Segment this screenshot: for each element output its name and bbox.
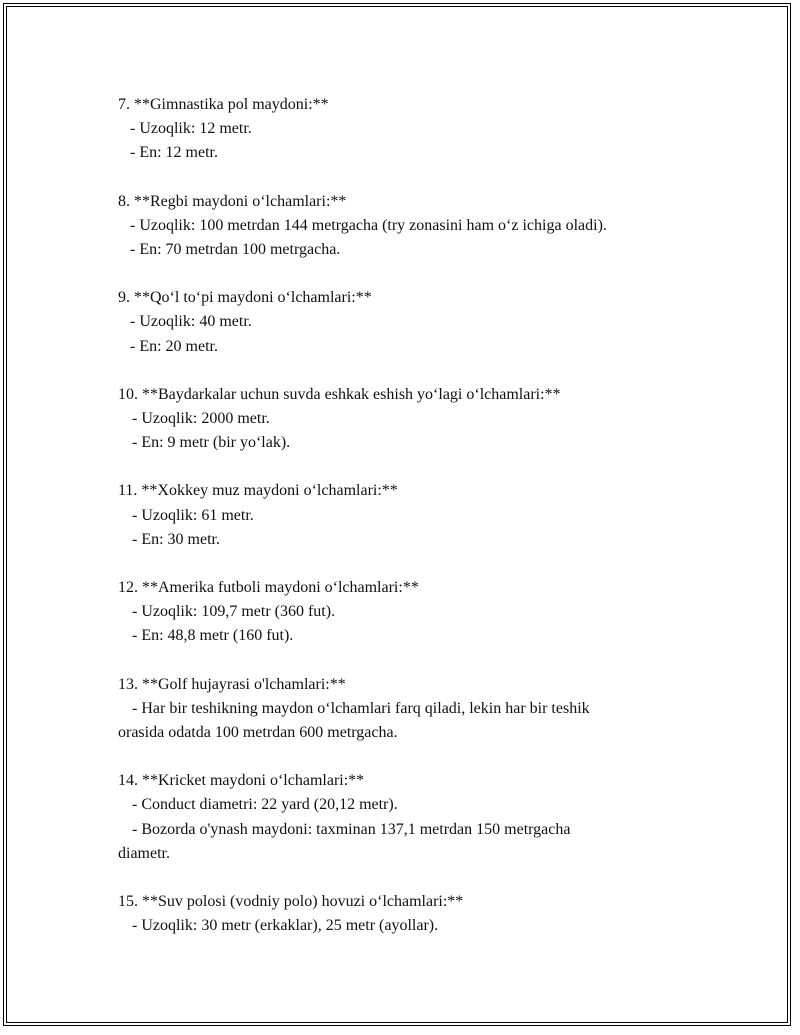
section-heading: 12. **Amerika futboli maydoni o‘lchamlari:** (118, 579, 419, 597)
list-item: - En: 12 metr. (130, 144, 218, 162)
list-item: - En: 30 metr. (132, 530, 220, 548)
list-item: - Bozorda o'ynash maydoni: taxminan 137,1 metrdan 150 metrgacha (132, 820, 571, 838)
list-item: - Har bir teshikning maydon o‘lchamlari farq qiladi, lekin har bir teshik (132, 699, 590, 717)
list-item: - Uzoqlik: 61 metr. (132, 506, 254, 524)
section-heading: 8. **Regbi maydoni o‘lchamlari:** (118, 192, 347, 210)
section-heading: 13. **Golf hujayrasi o'lchamlari:** (118, 675, 346, 693)
list-item: - Uzoqlik: 12 metr. (130, 120, 252, 138)
section-12 (118, 576, 718, 649)
list-item: - Conduct diametri: 22 yard (20,12 metr). (132, 796, 398, 814)
list-item: - En: 20 metr. (130, 337, 218, 355)
section-heading: 10. **Baydarkalar uchun suvda eshkak eshish yo‘lagi o‘lchamlari:** (118, 385, 561, 403)
section-11 (118, 479, 718, 552)
document-body (118, 93, 718, 962)
list-item-continuation: diametr. (118, 844, 170, 862)
list-item: - Uzoqlik: 100 metrdan 144 metrgacha (try zonasini ham o‘z ichiga oladi). (130, 216, 607, 234)
section-13 (118, 673, 718, 746)
section-heading: 9. **Qo‘l to‘pi maydoni o‘lchamlari:** (118, 289, 372, 307)
section-14 (118, 769, 718, 866)
list-item-continuation: orasida odatda 100 metrdan 600 metrgacha. (118, 724, 398, 742)
list-item: - En: 70 metrdan 100 metrgacha. (130, 241, 341, 259)
section-9 (118, 286, 718, 359)
section-8 (118, 190, 718, 263)
section-7 (118, 93, 718, 166)
section-heading: 7. **Gimnastika pol maydoni:** (118, 96, 329, 113)
section-heading: 15. **Suv polosi (vodniy polo) hovuzi o‘lchamlari:** (118, 893, 464, 911)
list-item: - Uzoqlik: 30 metr (erkaklar), 25 metr (ayollar). (132, 917, 439, 935)
section-heading: 14. **Kricket maydoni o‘lchamlari:** (118, 772, 365, 790)
section-heading: 11. **Xokkey muz maydoni o‘lchamlari:** (118, 482, 398, 500)
section-10 (118, 383, 718, 456)
list-item: - Uzoqlik: 40 metr. (130, 313, 252, 331)
section-15 (118, 890, 718, 938)
list-item: - En: 48,8 metr (160 fut). (132, 627, 294, 645)
list-item: - Uzoqlik: 2000 metr. (132, 410, 270, 428)
list-item: - Uzoqlik: 109,7 metr (360 fut). (132, 603, 336, 621)
list-item: - En: 9 metr (bir yo‘lak). (132, 434, 291, 452)
